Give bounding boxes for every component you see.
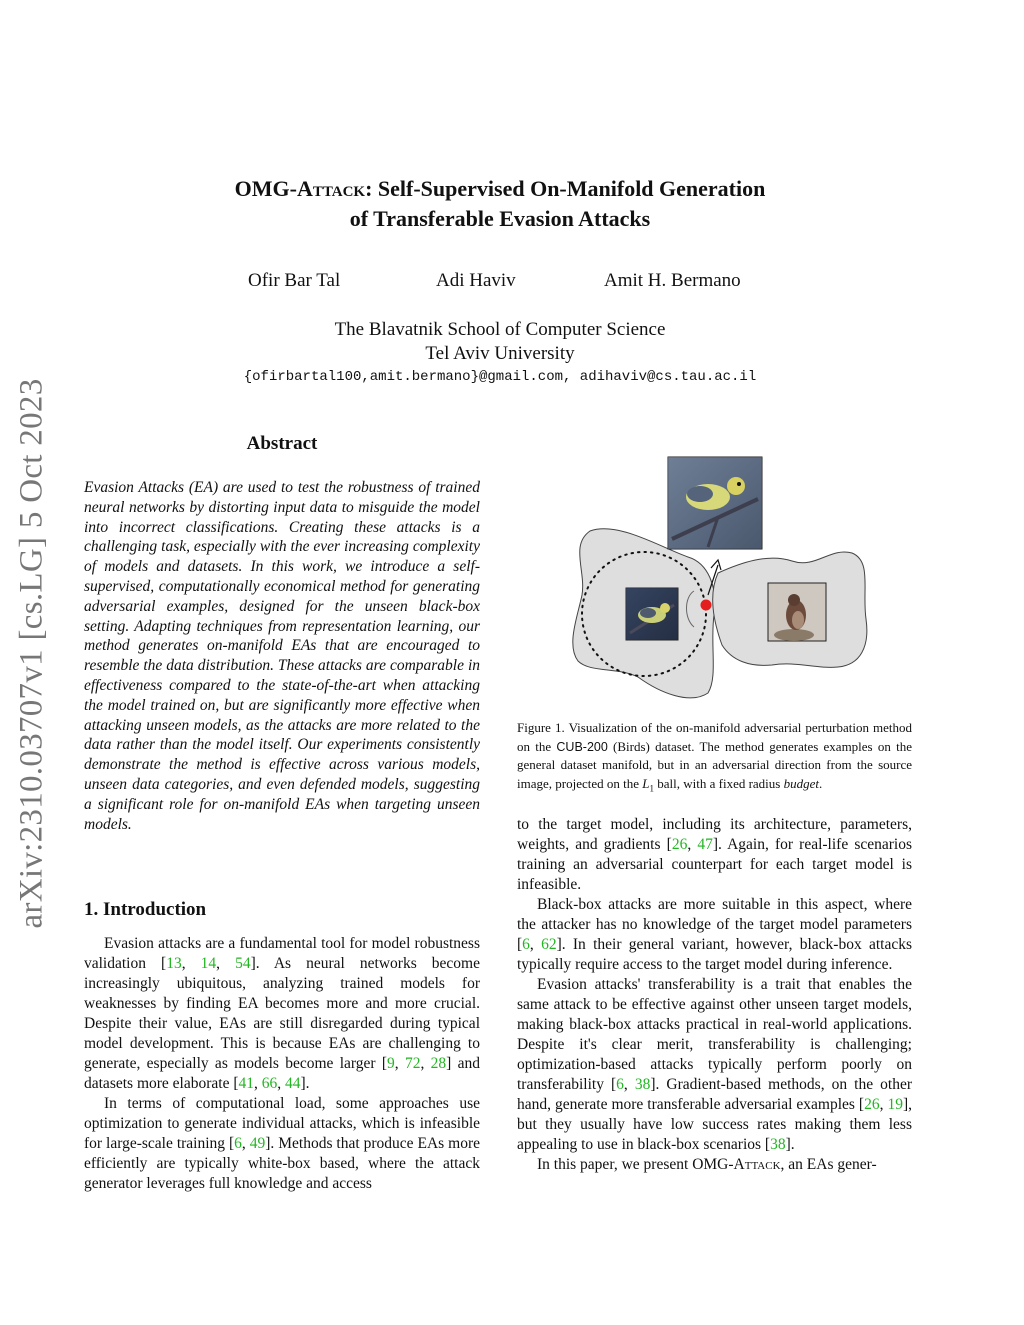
right-column-text [517, 815, 912, 1175]
abstract-text: Evasion Attacks (EA) are used to test the robustness of trained neural networks by distorting input data to misguide the model into incorrect classifications. Creating these attacks is a challenging task, especially with the ever increasing complexity of models and datasets. In this work, we introduce a self-supervised, computationally economical method for generating adversarial examples, designed for the unseen black-box setting. Adapting techniques from representation learning, our method generates on-manifold EAs that are encouraged to resemble the data distribution. These attacks are comparable in effectiveness compared to the state-of-the-art when attacking the model trained on, but are significantly more effective when attacking unseen models, as the attacks are more related to the data rather than the model itself. Our experiments consistently demonstrate the method is effective across various models, unseen data categories, and even defended models, suggesting a significant role for on-manifold EAs when targeting unseen models. [84, 479, 480, 833]
citation-link[interactable]: 38 [770, 1136, 786, 1153]
title-line2: of Transferable Evasion Attacks [349, 206, 651, 231]
intro-heading: 1. Introduction [84, 899, 207, 920]
citation-link[interactable]: 62 [541, 936, 557, 953]
affiliation [0, 318, 1000, 366]
adversarial-point [701, 600, 712, 611]
citation-link[interactable]: 49 [249, 1135, 266, 1152]
citation-link[interactable]: 38 [634, 1076, 651, 1093]
citation-link[interactable]: 66 [261, 1075, 278, 1092]
intro-left-column [84, 934, 480, 1194]
abstract-heading: Abstract [246, 433, 318, 454]
source-bird-image [626, 588, 678, 640]
citation-link[interactable]: 14 [200, 955, 217, 972]
right-paragraph-4: In this paper, we present OMG-Attack, an EAs gener- [537, 1156, 877, 1173]
citation-link[interactable]: 9 [387, 1055, 395, 1072]
citation-link[interactable]: 13 [166, 955, 182, 972]
author-2: Adi Haviv [436, 270, 516, 291]
budget-term: budget [783, 775, 819, 791]
citation-link[interactable]: 6 [522, 936, 530, 953]
citation-link[interactable]: 44 [285, 1075, 301, 1092]
arrow-head [711, 560, 721, 570]
affiliation-university: Tel Aviv University [425, 343, 575, 364]
author-3: Amit H. Bermano [604, 270, 741, 291]
title-line1-rest: : Self-Supervised On-Manifold Generation [365, 176, 766, 201]
citation-link[interactable]: 26 [671, 836, 688, 853]
citation-link[interactable]: 54 [235, 955, 251, 972]
right-paragraph-2: Black-box attacks are more suitable in this aspect, where the attacker has no knowledge of the target model parameters [6, 62]. In their general variant, however, black-box attacks typically require access to the target model during inference. [517, 896, 913, 973]
citation-link[interactable]: 6 [234, 1135, 242, 1152]
right-paragraph-1: to the target model, including its architecture, parameters, weights, and gradients [26, 47]. Again, for real-life scenarios training an adversarial counterpart for each target model is infeasible. [517, 816, 913, 893]
citation-link[interactable]: 6 [616, 1076, 624, 1093]
citation-link[interactable]: 72 [404, 1055, 421, 1072]
citation-link[interactable]: 28 [430, 1055, 447, 1072]
figure-1-manifold-diagram [568, 455, 878, 705]
generated-bird-image [668, 457, 762, 549]
arxiv-side-stamp: arXiv:2310.03707v1 [cs.LG] 5 Oct 2023 [13, 378, 50, 929]
title-omg: OMG- [234, 176, 297, 201]
author-emails: {ofirbartal100,amit.bermano}@gmail.com, adihaviv@cs.tau.ac.il [243, 369, 757, 385]
intro-paragraph-1: Evasion attacks are a fundamental tool for model robustness validation [13, 14, 54]. As neural networks become increasingly ubiquitous, analyzing trained models for weaknesses by finding EA becomes more and more crucial. Despite their value, EAs are still disregarded during typical model development. This is because EAs are challenging to generate, especially as models become larger [9, 72, 28] and datasets more elaborate [41, 66, 44]. [84, 935, 481, 1092]
norm-symbol: L [642, 775, 650, 791]
citation-link[interactable]: 19 [887, 1096, 903, 1113]
dataset-name: CUB-200 [556, 739, 608, 754]
figure-1-caption: Figure 1. Visualization of the on-manifold adversarial perturbation method on the CUB-200 (Birds) dataset. The method generates examples on the general dataset manifold, but in an adversarial direction from the source image, projected on the $L_1$ ball, with a fixed radius budget. [517, 720, 912, 794]
affiliation-school: The Blavatnik School of Computer Science [334, 319, 666, 340]
intro-paragraph-2: In terms of computational load, some approaches use optimization to generate individual attacks, which is infeasible for large-scale training [6, 49]. Methods that produce EAs more efficiently are typically white-box based, where the attack generator leverages full knowledge and access [84, 1095, 480, 1192]
title-attack: Attack [296, 176, 366, 201]
paper-title [0, 174, 1000, 234]
citation-link[interactable]: 26 [864, 1096, 880, 1113]
citation-link[interactable]: 47 [697, 836, 713, 853]
target-bird-image [768, 583, 826, 641]
right-paragraph-3: Evasion attacks' transferability is a trait that enables the same attack to be effective against other unseen target models, making black-box attacks practical in real-world applications. Despite it's clear merit, transferability is challenging; optimization-based attacks typically perform poorly on transferability [6, 38]. Gradient-based methods, on the other hand, generate more transferable adversarial examples [26, 19], but they usually have low success rates making them less appealing to use in black-box scenarios [38]. [517, 976, 913, 1153]
author-1: Ofir Bar Tal [248, 270, 341, 291]
citation-link[interactable]: 41 [238, 1075, 254, 1092]
